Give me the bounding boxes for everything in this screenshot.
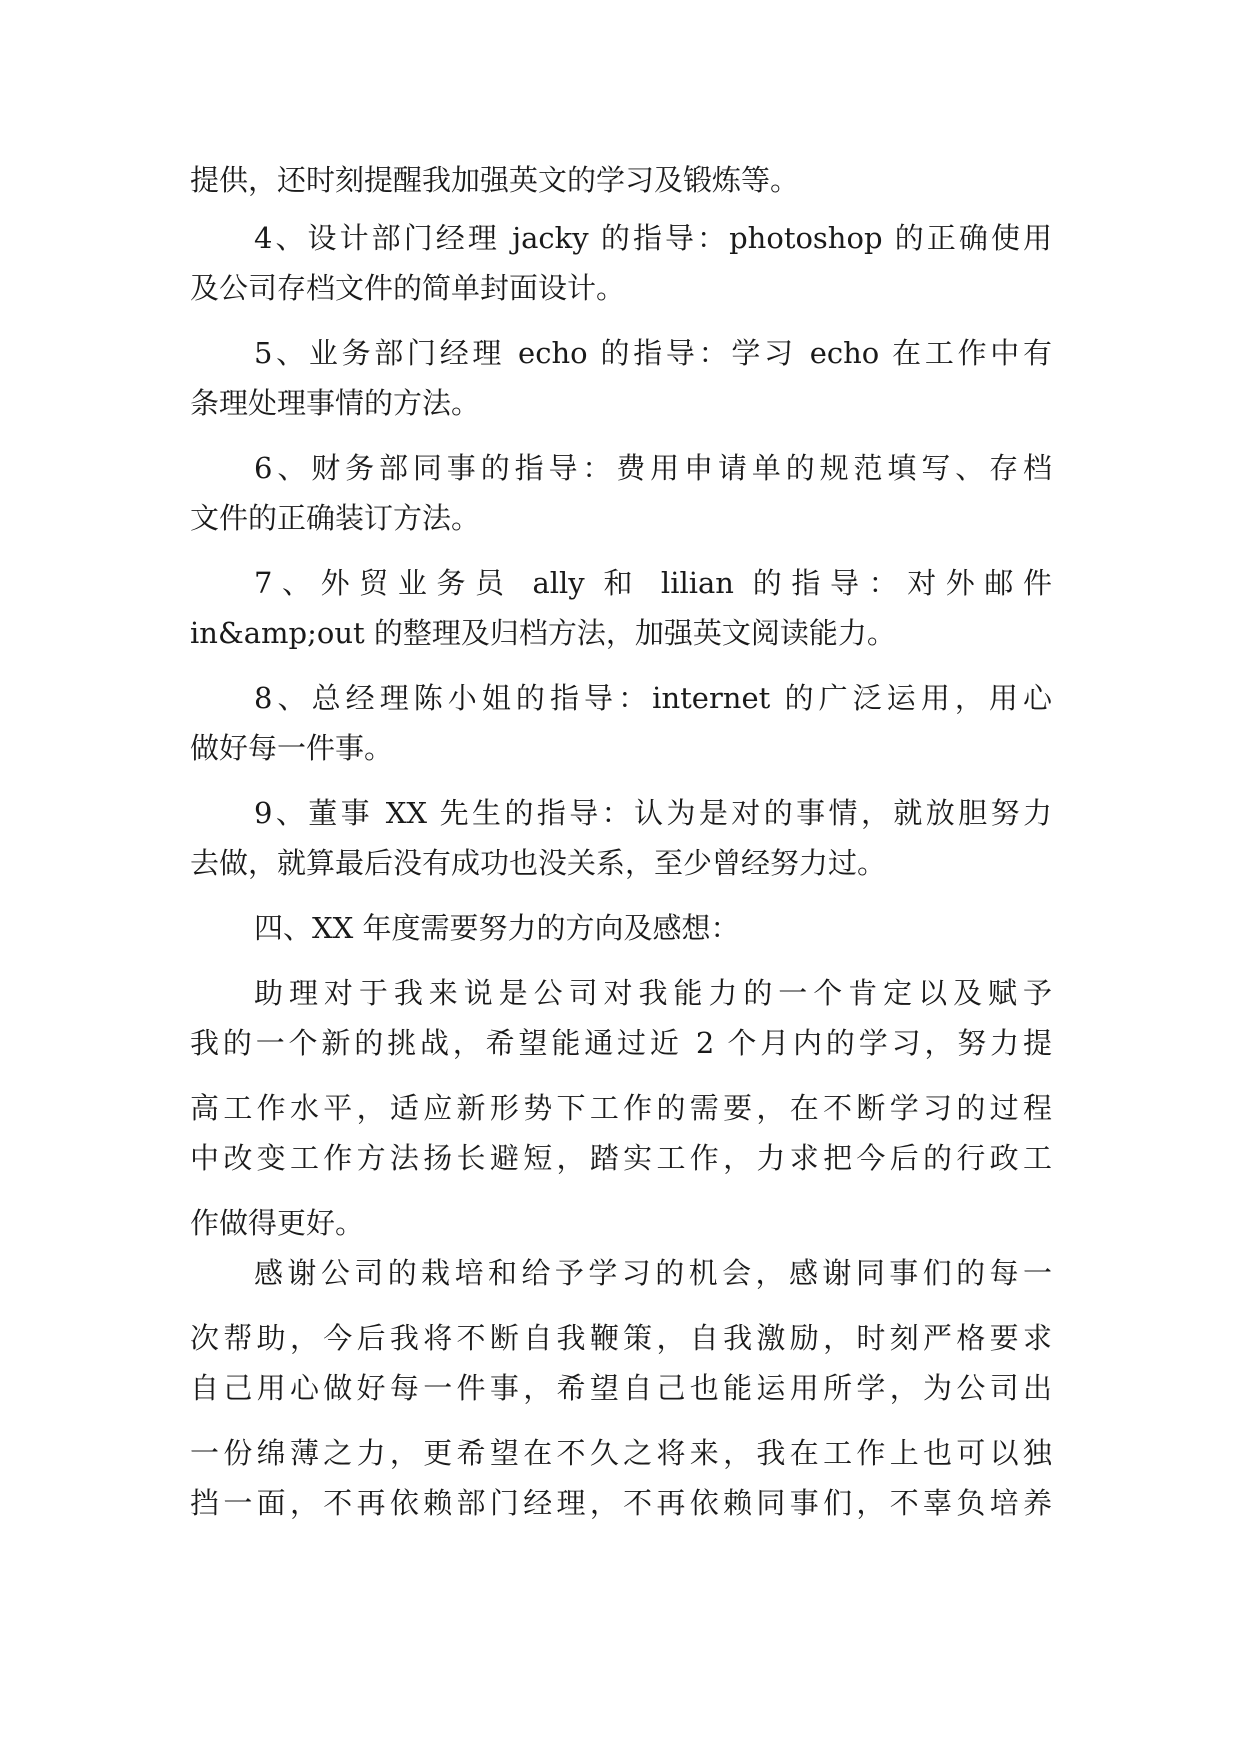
text-line-5: 条理处理事情的方法。 [190,386,481,420]
text-line-20: 感谢公司的栽培和给予学习的机会，感谢同事们的每一 [254,1256,1052,1290]
text-line-15: 助理对于我来说是公司对我能力的一个肯定以及赋予 [254,976,1052,1010]
text-line-24: 挡一面，不再依赖部门经理，不再依赖同事们，不辜负培养 [190,1486,1052,1520]
text-line-21: 次帮助，今后我将不断自我鞭策，自我激励，时刻严格要求 [190,1321,1052,1355]
text-line-11: 做好每一件事。 [190,731,394,765]
text-line-16: 我的一个新的挑战，希望能通过近 2 个月内的学习，努力提 [190,1026,1052,1060]
text-line-13: 去做，就算最后没有成功也没关系，至少曾经努力过。 [190,846,887,880]
text-line-14: 四、XX 年度需要努力的方向及感想： [254,911,740,945]
text-line-22: 自己用心做好每一件事，希望自己也能运用所学，为公司出 [190,1371,1052,1405]
text-line-3: 及公司存档文件的简单封面设计。 [190,271,626,305]
text-line-7: 文件的正确装订方法。 [190,501,481,535]
text-line-2: 4、设计部门经理 jacky 的指导：photoshop 的正确使用 [254,221,1052,255]
text-line-9: in&amp;out 的整理及归档方法，加强英文阅读能力。 [190,616,896,650]
text-line-10: 8、总经理陈小姐的指导：internet 的广泛运用，用心 [254,681,1052,715]
text-line-1: 提供，还时刻提醒我加强英文的学习及锻炼等。 [190,163,800,197]
text-line-23: 一份绵薄之力，更希望在不久之将来，我在工作上也可以独 [190,1436,1052,1470]
text-line-4: 5、业务部门经理 echo 的指导：学习 echo 在工作中有 [254,336,1052,370]
text-line-19: 作做得更好。 [190,1206,365,1240]
text-line-17: 高工作水平，适应新形势下工作的需要，在不断学习的过程 [190,1091,1052,1125]
text-line-18: 中改变工作方法扬长避短，踏实工作，力求把今后的行政工 [190,1141,1052,1175]
text-line-8: 7、外贸业务员 ally 和 lilian 的指导：对外邮件 [254,566,1052,600]
text-line-6: 6、财务部同事的指导：费用申请单的规范填写、存档 [254,451,1052,485]
text-line-12: 9、董事 XX 先生的指导：认为是对的事情，就放胆努力 [254,796,1052,830]
